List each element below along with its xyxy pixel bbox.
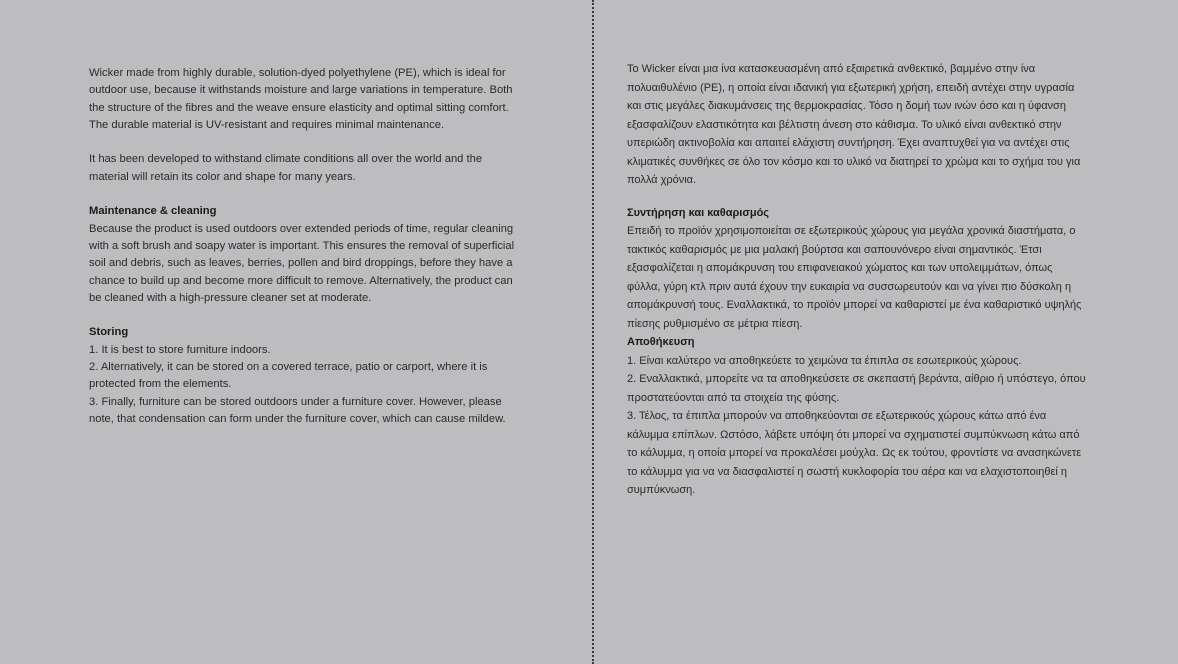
english-maintenance-paragraph: Because the product is used outdoors over extended periods of time, regular cleaning with a soft brush and soapy water is important. This ensures the removal of superficial soil and debris, such as leaves, berries, pollen and bird droppings, before they have a chance to build up and become more difficult to remove. Alternatively, the product can be cleaned with a high-pressure cleaner set at moderate. [89, 222, 515, 304]
greek-column [627, 60, 1087, 500]
greek-storing-item: 2. Εναλλακτικά, μπορείτε να τα αποθηκεύσετε σε σκεπαστή βεράντα, αίθριο ή υπόστεγο, όπου προστατεύονται από τα στοιχεία της φύσης. [627, 373, 1086, 404]
english-climate-paragraph: It has been developed to withstand climate conditions all over the world and the material will retain its color and shape for many years. [89, 153, 483, 183]
greek-maintenance-heading: Συντήρηση και καθαρισμός [627, 206, 770, 219]
greek-storing-heading: Αποθήκευση [627, 336, 695, 348]
english-storing-item: 3. Finally, furniture can be stored outdoors under a furniture cover. However, please note, that condensation can form under the furniture cover, which can cause mildew. [89, 395, 506, 425]
english-intro-paragraph: Wicker made from highly durable, solution-dyed polyethylene (PE), which is ideal for outdoor use, because it withstands moisture and large variations in temperature. Both the structure of the fibres and the weave ensure elasticity and optimal sitting comfort. The durable material is UV-resistant and requires minimal maintenance. [89, 67, 513, 131]
page-divider [592, 0, 594, 664]
english-storing-item: 1. It is best to store furniture indoors. [89, 343, 271, 356]
english-storing-heading: Storing [89, 326, 129, 339]
greek-storing-item: 1. Είναι καλύτερο να αποθηκεύετε το χειμώνα τα έπιπλα σε εσωτερικούς χώρους. [627, 354, 1022, 367]
english-column [89, 65, 523, 428]
english-maintenance-heading: Maintenance & cleaning [89, 205, 217, 218]
english-storing-item: 2. Alternatively, it can be stored on a covered terrace, patio or carport, where it is protected from the elements. [89, 361, 488, 391]
greek-maintenance-paragraph: Επειδή το προϊόν χρησιμοποιείται σε εξωτερικούς χώρους για μεγάλα χρονικά διαστήματα, ο τακτικός καθαρισμός με μια μαλακή βούρτσα και σαπουνόνερο είναι σημαντικός. Έτσι εξασφαλίζεται η απομάκρυνση του επιφανειακού χώματος και των υπολειμμάτων, όπως φύλλα, γύρη κτλ πριν αυτά έχουν την ευκαιρία να συσσωρευτούν και να γίνει πιο δύσκολη η απομάκρυνσή τους. Εναλλακτικά, το προϊόν μπορεί να καθαριστεί με ένα καθαριστικό υψηλής πίεσης ρυθμισμένο σε μέτρια πίεση. [627, 225, 1082, 330]
greek-storing-item: 3. Τέλος, τα έπιπλα μπορούν να αποθηκεύονται σε εξωτερικούς χώρους κάτω από ένα κάλυμμα επίπλων. Ωστόσο, λάβετε υπόψη ότι μπορεί να σχηματιστεί συμπύκνωση κάτω από το κάλυμμα, η οποία μπορεί να προκαλέσει μούχλα. Ως εκ τούτου, φροντίστε να ανασηκώνετε το κάλυμμα για να να διασφαλιστεί η σωστή κυκλοφορία του αέρα και να ελαχιστοποιηθεί η συμπύκνωση. [627, 410, 1082, 496]
greek-intro-paragraph: Το Wicker είναι μια ίνα κατασκευασμένη από εξαιρετικά ανθεκτικό, βαμμένο στην ίνα πολυαιθυλένιο (PE), η οποία είναι ιδανική για εξωτερική χρήση, επειδή αντέχει στην υγρασία και στις μεγάλες διακυμάνσεις της θερμοκρασίας. Τόσο η δομή των ινών όσο και η ύφανση εξασφαλίζουν ελαστικότητα και βέλτιστη άνεση στο κάθισμα. Το υλικό είναι ανθεκτικό στην υπεριώδη ακτινοβολία και απαιτεί ελάχιστη συντήρηση. Έχει αναπτυχθεί για να αντέχει στις κλιματικές συνθήκες σε όλο τον κόσμο και το υλικό να διατηρεί το χρώμα και το σχήμα του για πολλά χρόνια. [627, 63, 1081, 186]
